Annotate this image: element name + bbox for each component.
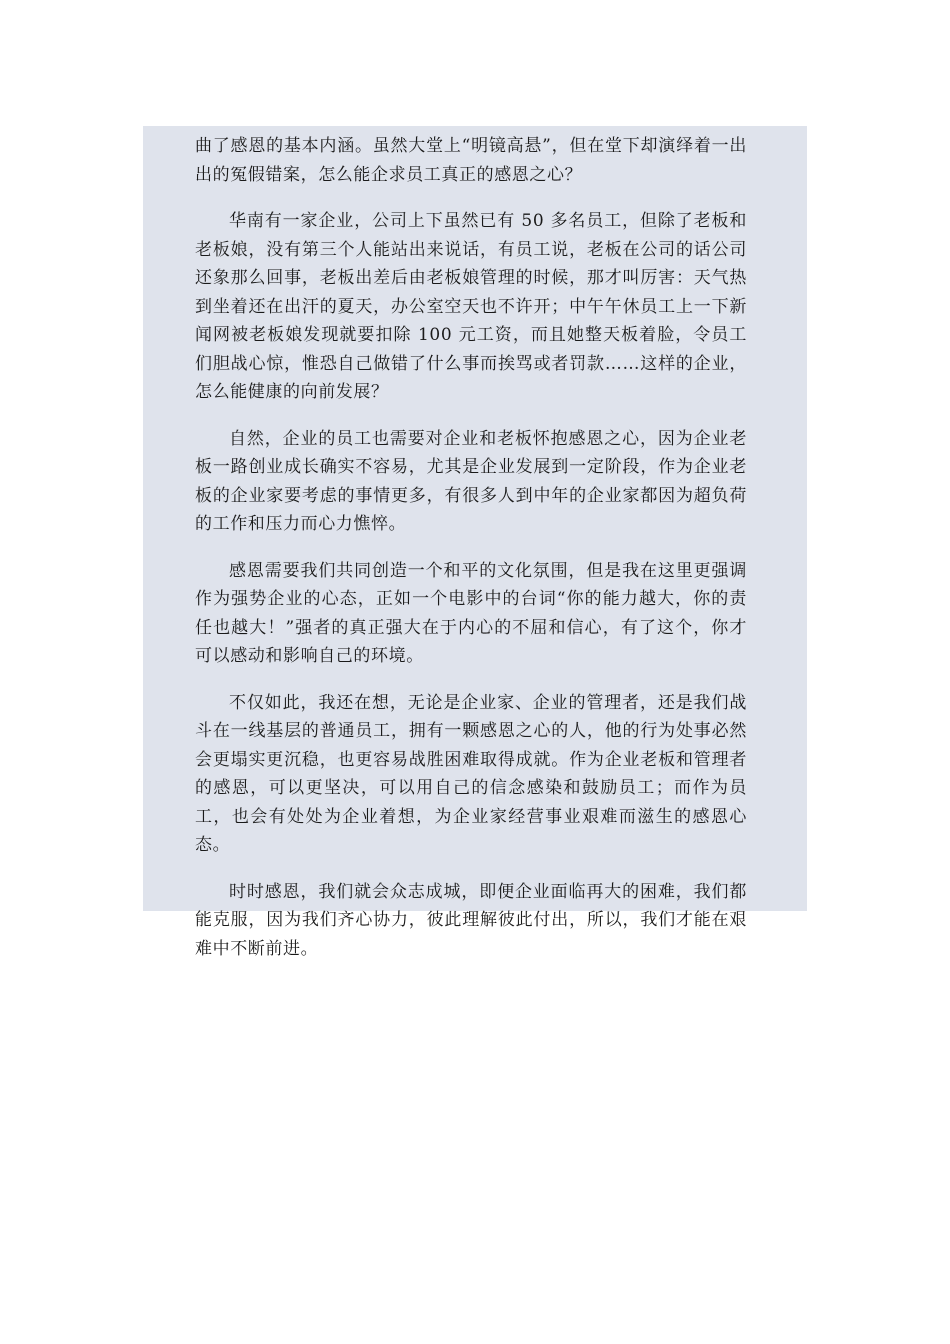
paragraph: 时时感恩，我们就会众志成城，即便企业面临再大的困难，我们都能克服，因为我们齐心协力，彼此理解彼此付出，所以，我们才能在艰难中不断前进。 [195, 881, 747, 959]
paragraph: 华南有一家企业，公司上下虽然已有 50 多名员工，但除了老板和老板娘，没有第三个人能站出来说话，有员工说，老板在公司的话公司还象那么回事，老板出差后由老板娘管理的时候，那才叫厉害：天气热到坐着还在出汗的夏天，办公室空天也不许开；中午午休员工上一下新闻网被老板娘发现就要扣除 100 元工资，而且她整天板着脸，令员工们胆战心惊，惟恐自己做错了什么事而挨骂或者罚款……这样的企业，怎么能健康的向前发展？ [195, 211, 747, 402]
paragraph-continuation: 曲了感恩的基本内涵。虽然大堂上“明镜高悬”，但在堂下却演绎着一出出的冤假错案，怎么能企求员工真正的感恩之心？ [195, 136, 747, 185]
text-column [195, 132, 747, 963]
paragraph: 自然，企业的员工也需要对企业和老板怀抱感恩之心，因为企业老板一路创业成长确实不容易，尤其是企业发展到一定阶段，作为企业老板的企业家要考虑的事情更多，有很多人到中年的企业家都因为超负荷的工作和压力而心力憔悴。 [195, 428, 747, 534]
paragraph: 感恩需要我们共同创造一个和平的文化氛围，但是我在这里更强调作为强势企业的心态，正如一个电影中的台词“你的能力越大，你的责任也越大！”强者的真正强大在于内心的不屈和信心，有了这个，你才可以感动和影响自己的环境。 [195, 560, 747, 666]
paragraph: 不仅如此，我还在想，无论是企业家、企业的管理者，还是我们战斗在一线基层的普通员工，拥有一颗感恩之心的人，他的行为处事必然会更塌实更沉稳，也更容易战胜困难取得成就。作为企业老板和管理者的感恩，可以更坚决，可以用自己的信念感染和鼓励员工；而作为员工，也会有处处为企业着想，为企业家经营事业艰难而滋生的感恩心态。 [195, 692, 747, 855]
